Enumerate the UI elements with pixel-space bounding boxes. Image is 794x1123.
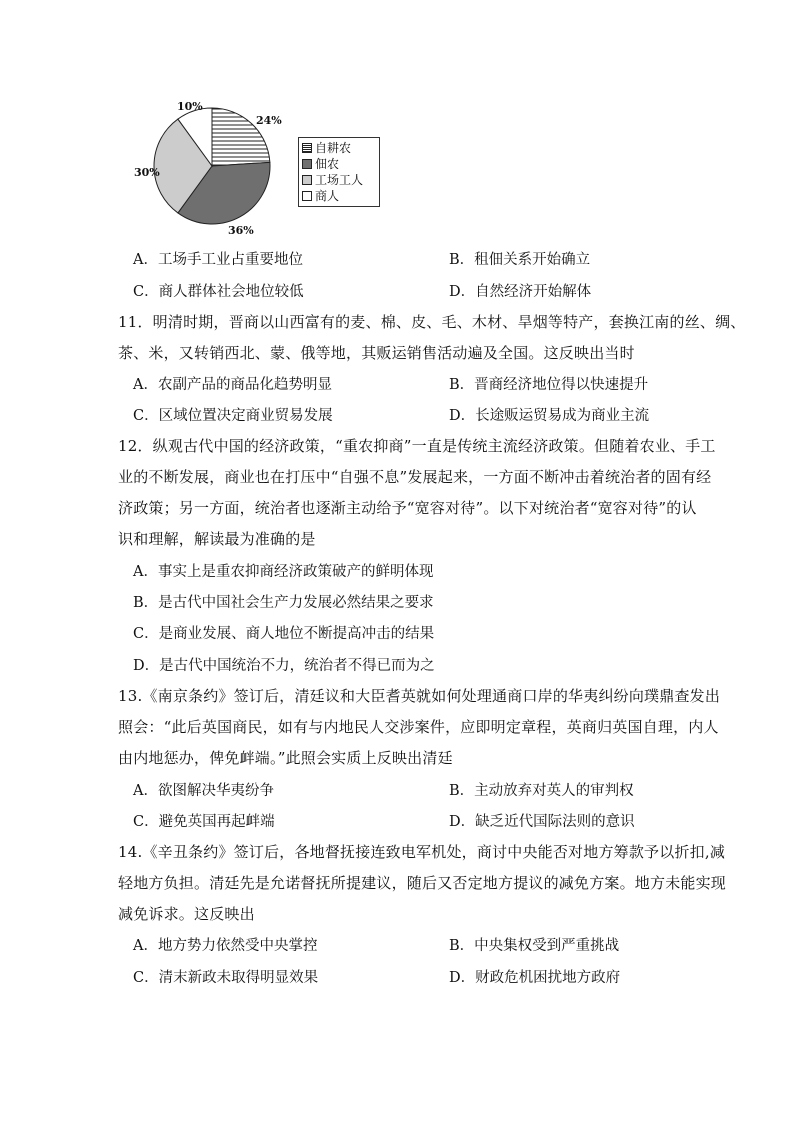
legend-swatch-light-icon — [302, 175, 312, 185]
legend-item-workers — [302, 172, 376, 188]
slice-label-workers: 30% — [134, 166, 160, 179]
legend-swatch-dark-icon — [302, 159, 312, 169]
legend-label: 商人 — [315, 189, 340, 203]
q11-stem-line-2: 茶、米，又转销西北、蒙、俄等地，其贩运销售活动遍及全国。这反映出当时 — [118, 344, 635, 362]
legend-swatch-white-icon — [302, 191, 312, 201]
q10-option-c[interactable]: C．商人群体社会地位较低 — [133, 284, 304, 300]
q11-option-d[interactable]: D．长途贩运贸易成为商业主流 — [449, 408, 650, 424]
slice-label-tenant: 36% — [228, 224, 254, 237]
q12-option-d[interactable]: D．是古代中国统治不力，统治者不得已而为之 — [133, 658, 435, 674]
legend-item-self-farmer — [302, 140, 376, 156]
q11-option-c[interactable]: C．区域位置决定商业贸易发展 — [133, 408, 333, 424]
q10-option-b[interactable]: B．租佃关系开始确立 — [449, 252, 591, 268]
legend-label: 自耕农 — [315, 141, 352, 155]
q11-stem-line-1: 11．明清时期，晋商以山西富有的麦、棉、皮、毛、木材、旱烟等特产，套换江南的丝、绸、 — [118, 313, 746, 331]
q12-stem-line-3: 济政策；另一方面，统治者也逐渐主动给予“宽容对待”。以下对统治者“宽容对待”的认 — [118, 499, 697, 517]
q14-option-d[interactable]: D．财政危机困扰地方政府 — [449, 970, 621, 986]
slice-label-merchant: 10% — [177, 100, 203, 113]
q13-option-b[interactable]: B．主动放弃对英人的审判权 — [449, 783, 634, 799]
q10-option-d[interactable]: D．自然经济开始解体 — [449, 284, 592, 300]
q12-option-a[interactable]: A．事实上是重农抑商经济政策破产的鲜明体现 — [133, 564, 434, 580]
q11-option-b[interactable]: B．晋商经济地位得以快速提升 — [449, 377, 649, 393]
q14-stem-line-3: 减免诉求。这反映出 — [118, 905, 255, 923]
slice-label-self-farmer: 24% — [256, 114, 282, 127]
q10-option-a[interactable]: A．工场手工业占重要地位 — [133, 252, 303, 268]
q13-option-d[interactable]: D．缺乏近代国际法则的意识 — [449, 814, 635, 830]
q12-option-c[interactable]: C．是商业发展、商人地位不断提高冲击的结果 — [133, 626, 435, 642]
pie-chart — [120, 92, 410, 242]
legend-swatch-hlines-icon — [302, 143, 312, 153]
q12-stem-line-2: 业的不断发展，商业也在打压中“自强不息”发展起来，一方面不断冲击着统治者的固有经 — [118, 468, 712, 486]
q13-option-a[interactable]: A．欲图解决华夷纷争 — [133, 783, 274, 799]
q14-option-c[interactable]: C．清末新政未取得明显效果 — [133, 970, 319, 986]
q13-stem-line-2: 照会：“此后英国商民，如有与内地民人交涉案件，应即明定章程，英商归英国自理，内人 — [118, 718, 719, 736]
legend-item-merchant — [302, 188, 376, 204]
q14-stem-line-2: 轻地方负担。清廷先是允诺督抚所提建议，随后又否定地方提议的减免方案。地方未能实现 — [118, 874, 727, 892]
q11-option-a[interactable]: A．农副产品的商品化趋势明显 — [133, 377, 332, 393]
legend-label: 佃农 — [315, 157, 340, 171]
q12-option-b[interactable]: B．是古代中国社会生产力发展必然结果之要求 — [133, 595, 434, 611]
q14-option-b[interactable]: B．中央集权受到严重挑战 — [449, 938, 620, 954]
q13-stem-line-1: 13.《南京条约》签订后，清廷议和大臣耆英就如何处理通商口岸的华夷纠纷向璞鼎查发出 — [118, 687, 721, 705]
q13-stem-line-3: 由内地惩办，俾免衅端。”此照会实质上反映出清廷 — [118, 749, 453, 767]
legend-item-tenant — [302, 156, 376, 172]
q13-option-c[interactable]: C．避免英国再起衅端 — [133, 814, 275, 830]
legend-label: 工场工人 — [315, 173, 364, 187]
q12-stem-line-4: 识和理解，解读最为准确的是 — [118, 530, 316, 548]
q12-stem-line-1: 12．纵观古代中国的经济政策，“重农抑商”一直是传统主流经济政策。但随着农业、手工 — [118, 437, 716, 455]
chart-legend — [298, 137, 380, 207]
q14-stem-line-1: 14.《辛丑条约》签订后，各地督抚接连致电军机处，商讨中央能否对地方筹款予以折扣,减 — [118, 843, 726, 861]
q14-option-a[interactable]: A．地方势力依然受中央掌控 — [133, 938, 318, 954]
